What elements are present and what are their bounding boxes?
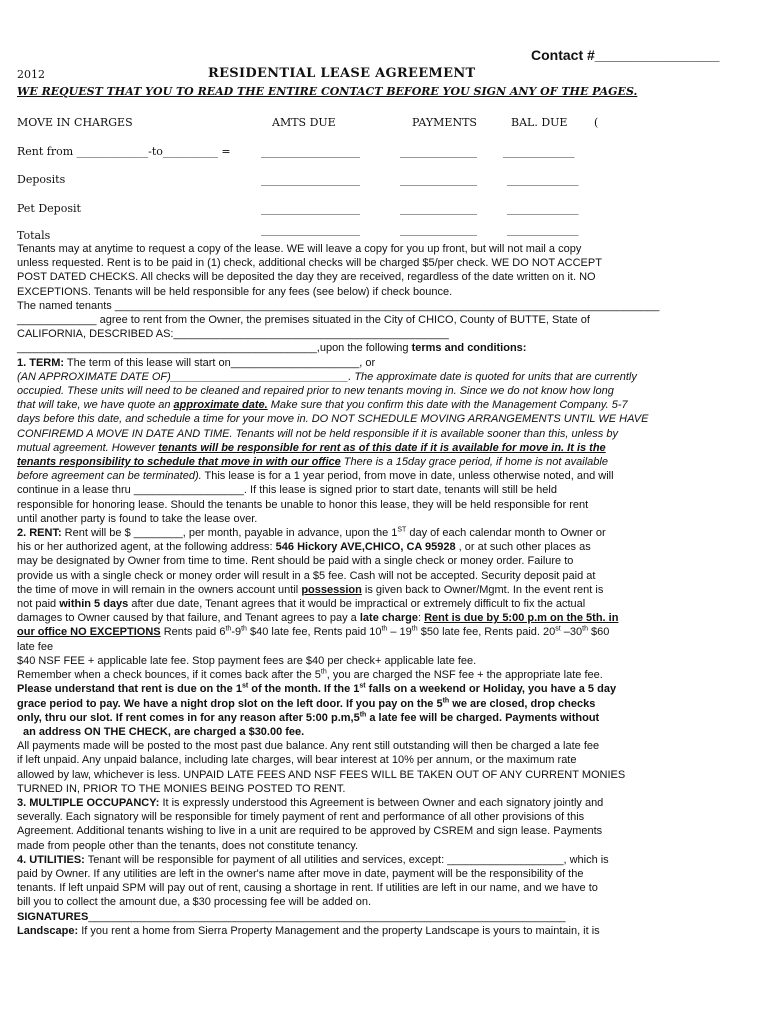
pet-payments-blank: ______________ [400,202,477,215]
text-line: falls on a weekend or Holiday, you have a 5 day [365,683,617,696]
rent-due-notice: Rent is due by 5:00 p.m on the 5th. in [424,612,619,625]
totals-label: Totals [17,229,51,242]
superscript: st [241,682,249,690]
superscript: st [555,625,561,633]
section-heading: SIGNATURES [17,910,89,923]
superscript: th [411,625,418,633]
text-line: The named tenants _________________________________________________________________________________________ [17,299,660,312]
rent-payments-blank: ______________ [400,145,477,158]
text-line: –30 [560,626,583,639]
contact-number-field: Contact #________________ [531,47,720,63]
signature-blank: ______________________________________________________________________________ [88,910,566,923]
landscape-section [17,924,721,938]
text-line: All payments made will be posted to the most past due balance. Any rent still outstanding will then be charged a late fee [17,740,600,753]
text-line: continue in a lease thru __________________. If this lease is signed prior to start date, tenants will still be held [17,484,557,497]
text-line: severally. Each signatory will be responsible for timely payment of rent and performance of all other provisions of this [17,811,585,824]
section-heading: 3. MULTIPLE OCCUPANCY: [17,796,160,809]
text-line: , or at such other places as [455,541,591,554]
rent-section [17,526,721,682]
utilities-section [17,853,721,910]
text-line: tenants. If left unpaid SPM will pay out of rent, causing a shortage in rent. If utilities are left in our name, and we have to [17,882,598,895]
pet-amts-blank: __________________ [261,202,360,215]
premises-description [17,313,721,356]
text-line: It is expressly understood this Agreement is between Owner and each signatory jointly and [159,796,604,809]
col-paren: ( [594,116,599,129]
text-line: unless requested. Rent is to be paid in (1) check, additional checks will be charged $5/per check. WE DO NOT ACCEPT [17,257,602,270]
document-title: RESIDENTIAL LEASE AGREEMENT [208,66,476,81]
totals-amts-blank: __________________ [261,223,360,236]
text-line: Remember when a check bounces, if it comes back after the 5 [17,669,321,682]
text-line: tenants responsibility to schedule that move in with our office [17,456,341,469]
text-line: , you are charged the NSF fee + the appropriate late fee. [326,669,603,682]
text-line: the time of move in will remain in the owners account until [17,583,302,596]
text-line: within 5 days [59,598,129,611]
text-line: that will take, we have quote an [17,399,174,412]
section-heading: Landscape: [17,924,79,937]
text-line: occupied. These units will need to be cleaned and repaired prior to new tenants moving in. Since we do not know how long [17,385,614,398]
text-line: tenants will be responsible for rent as of this date if it is available for move in. It is the [158,441,606,454]
payment-address: 546 Hickory AVE,CHICO, CA 95928 [275,541,456,554]
document-year: 2012 [17,68,45,81]
text-line: POST DATED CHECKS. All checks will be deposited the day they are received, regardless of the date written on it. NO [17,271,596,284]
text-line: EXCEPTIONS. Tenants will be held responsible for any fees (see below) if check bounce. [17,285,453,298]
deposits-label: Deposits [17,173,66,186]
text-line: a late fee will be charged. Payments without [366,711,600,724]
text-line: Rents paid 6 [160,626,226,639]
text-line: may be designated by Owner from time to time. Rent should be paid with a single check or money order. Failure to [17,555,574,568]
deposits-payments-blank: ______________ [400,173,477,186]
text-line: $40 NSF FEE + applicable late fee. Stop payment fees are $40 per check+ applicable late fee. [17,654,477,667]
text-line: approximate date. [173,399,268,412]
superscript: th [582,625,588,633]
pet-bal-blank: _____________ [507,202,579,215]
section-heading: 2. RENT: [17,527,62,540]
text-line: before agreement can be terminated). [17,470,202,483]
text-line: – 19 [387,626,412,639]
text-line: Make sure that you confirm this date with the Management Company. 5-7 [267,399,628,412]
superscript: st [359,682,366,690]
text-line: Tenant will be responsible for payment of all utilities and services, except: ___________________, which is [84,853,609,866]
text-line: provide us with a single check or money order will result in a $5 fee. Cash will not be accepted. Security deposit paid at [17,569,596,582]
term-section [17,356,721,526]
no-exceptions-notice: our office NO EXCEPTIONS [17,626,161,639]
terms-heading: terms and conditions: [411,342,527,355]
text-line: bill you to collect the amount due, a $30 processing fee will be added on. [17,896,372,909]
text-line: CALIFORNIA, DESCRIBED AS:_____________________________________________ [17,328,449,341]
section-heading: 1. TERM: [17,356,65,369]
text-line: : [417,612,425,625]
text-line: late fee [17,640,54,653]
superscript: th [442,696,450,704]
col-move-in-charges: MOVE IN CHARGES [17,116,133,129]
text-line: not paid [17,598,60,611]
text-line: day of each calendar month to Owner or [406,527,606,540]
rent-amts-blank: __________________ [261,145,360,158]
text-line: CONFIREMD A MOVE IN DATE AND TIME. Tenants will not be held responsible if it is available sooner than this, unless by [17,427,618,440]
text-line: There is a 15day grace period, if home is not available [340,456,608,469]
text-line: possession [301,583,362,596]
text-line: responsible for honoring lease. Should the tenants be unable to honor this lease, they will be held responsible for rent [17,498,589,511]
text-line: $40 late fee, Rents paid 10 [246,626,382,639]
text-line: _____________ agree to rent from the Owner, the premises situated in the City of CHICO, County of BUTTE, State of [17,314,590,327]
text-line: Agreement. Additional tenants wishing to live in a unit are required to be approved by CSREM and sign lease. Payments [17,825,603,838]
text-line: late charge [359,612,418,625]
copy-policy-paragraph [17,242,721,299]
text-line: $60 [587,626,610,639]
text-line: mutual agreement. However [17,441,159,454]
text-line: $50 late fee, Rents paid. 20 [417,626,556,639]
text-line: an address ON THE CHECK, are charged a $30.00 fee. [23,725,305,738]
col-amts-due: AMTS DUE [272,116,336,129]
rent-from-label: Rent from _____________-to__________ = [17,145,231,158]
text-line: (AN APPROXIMATE DATE OF)_____________________________. [17,370,352,383]
text-line: grace period to pay. We have a night drop slot on the left door. If you pay on the 5 [17,697,443,710]
totals-bal-blank: _____________ [507,223,579,236]
text-line: we are closed, drop checks [449,697,596,710]
text-line: Please understand that rent is due on the 1 [17,683,242,696]
lease-body-text [17,242,721,938]
col-payments: PAYMENTS [412,116,477,129]
text-line: If you rent a home from Sierra Property Management and the property Landscape is yours to maintain, it is [78,924,600,937]
due-date-notice [17,682,721,739]
deposits-amts-blank: __________________ [261,173,360,186]
text-line: _________________________________________________, [17,342,320,355]
totals-payments-blank: ______________ [400,223,477,236]
text-line: of the month. If the 1 [248,683,360,696]
text-line: This lease is for a 1 year period, from move in date, unless otherwise noted, and will [201,470,614,483]
read-request-notice: WE REQUEST THAT YOU TO READ THE ENTIRE CONTACT BEFORE YOU SIGN ANY OF THE PAGES. [17,85,638,98]
text-line: is given back to Owner/Mgmt. In the event rent is [361,583,604,596]
text-line: The term of this lease will start on_____________________, or [64,356,376,369]
text-line: if left unpaid. Any unpaid balance, including late charges, will bear interest at 10% per annum, or the maximum rate [17,754,577,767]
signatures-line [17,910,721,924]
superscript: th [359,711,367,719]
text-line: The approximate date is quoted for units that are currently [351,370,637,383]
col-bal-due: BAL. DUE [511,116,568,129]
pet-deposit-label: Pet Deposit [17,202,81,215]
text-line: -9 [231,626,242,639]
named-tenants-line [17,299,721,313]
posting-policy-paragraph [17,739,721,796]
text-line: after due date, Tenant agrees that it would be impractical or extremely difficult to fix the actual [128,598,586,611]
text-line: days before this date, and schedule a time for your move in. DO NOT SCHEDULE MOVING ARRANGEMENTS UNTIL WE HAVE [17,413,649,426]
text-line: upon the following [319,342,412,355]
superscript: th [381,625,388,633]
superscript: ST [397,526,407,534]
text-line: made from people other than the tenants, does not constitute tenancy. [17,839,359,852]
text-line: paid by Owner. If any utilities are left in the owner's name after move in date, payment will be the responsibility of the [17,867,584,880]
text-line: Rent will be $ ________, per month, payable in advance, upon the 1 [61,527,398,540]
section-heading: 4. UTILITIES: [17,853,85,866]
multiple-occupancy-section [17,796,721,853]
superscript: th [225,625,232,633]
text-line: TURNED IN, PRIOR TO THE MONIES BEING POSTED TO RENT. [17,782,346,795]
text-line: his or her authorized agent, at the following address: [17,541,276,554]
text-line: damages to Owner caused by that failure, and Tenant agrees to pay a [17,612,360,625]
text-line: only, thru our slot. If rent comes in for any reason after 5:00 p.m,5 [17,711,360,724]
text-line: until another party is found to take the lease over. [17,512,258,525]
superscript: th [241,625,247,633]
text-line: Tenants may at anytime to request a copy of the lease. WE will leave a copy for you up front, but will not mail a copy [17,243,582,255]
text-line: allowed by law, whichever is less. UNPAID LATE FEES AND NSF FEES WILL BE TAKEN OUT OF ANY CURRENT MONIES [17,768,626,781]
deposits-bal-blank: _____________ [507,173,579,186]
superscript: th [320,668,327,676]
rent-bal-blank: _____________ [503,145,575,158]
